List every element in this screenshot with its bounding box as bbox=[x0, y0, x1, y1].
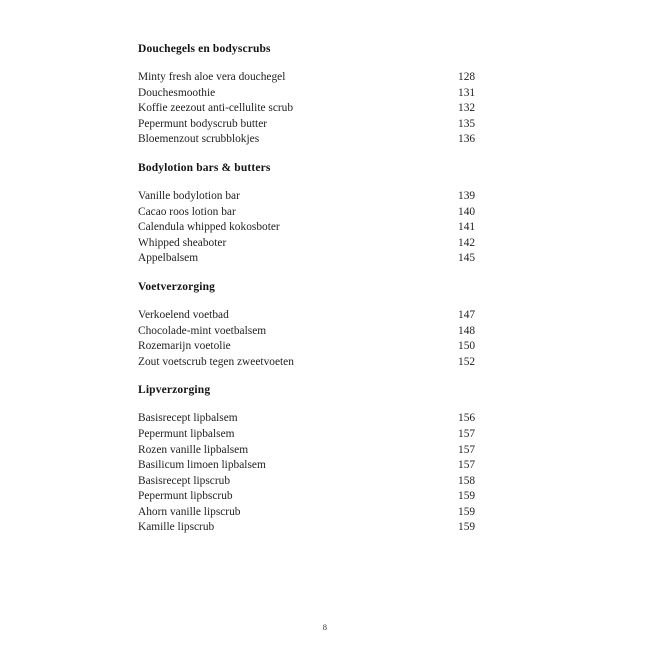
toc-section bbox=[138, 42, 498, 148]
toc-entry[interactable] bbox=[138, 308, 498, 324]
toc-entry[interactable] bbox=[138, 411, 498, 427]
toc-section bbox=[138, 161, 498, 267]
toc-entry[interactable] bbox=[138, 443, 498, 459]
toc-entry-page-number: 145 bbox=[458, 252, 476, 265]
toc-entry-title: Basisrecept lipscrub bbox=[138, 474, 231, 487]
toc-entry[interactable] bbox=[138, 339, 498, 355]
toc-entry-title: Zout voetscrub tegen zweetvoeten bbox=[138, 355, 294, 368]
toc-section-heading: Bodylotion bars & butters bbox=[138, 161, 271, 174]
toc-entry-title: Rozen vanille lipbalsem bbox=[138, 443, 249, 456]
toc-entry[interactable] bbox=[138, 251, 498, 267]
toc-entry-page-number: 150 bbox=[458, 340, 476, 353]
toc-entry-title: Koffie zeezout anti-cellulite scrub bbox=[138, 102, 294, 115]
toc-entry-list bbox=[138, 411, 498, 536]
toc-entry-title: Kamille lipscrub bbox=[138, 521, 215, 534]
toc-entry-title: Minty fresh aloe vera douchegel bbox=[138, 71, 286, 83]
toc-entry-title: Ahorn vanille lipscrub bbox=[138, 505, 241, 518]
toc-entry[interactable] bbox=[138, 86, 498, 102]
toc-entry-title: Verkoelend voetbad bbox=[138, 308, 229, 321]
toc-section-heading: Douchegels en bodyscrubs bbox=[138, 43, 271, 55]
toc-entry-title: Chocolade-mint voetbalsem bbox=[138, 324, 267, 337]
toc-entry-title: Douchesmoothie bbox=[138, 86, 216, 99]
toc-entry-page-number: 152 bbox=[458, 355, 476, 368]
toc-entry[interactable] bbox=[138, 489, 498, 505]
toc-entry[interactable] bbox=[138, 101, 498, 117]
toc-entry-page-number: 128 bbox=[458, 71, 476, 83]
toc-entry-title: Appelbalsem bbox=[138, 252, 199, 265]
toc-entry-page-number: 159 bbox=[458, 521, 476, 534]
toc-entry-page-number: 147 bbox=[458, 308, 476, 321]
toc-entry-list bbox=[138, 308, 498, 370]
toc-entry-list bbox=[138, 189, 498, 267]
toc-entry-title: Pepermunt bodyscrub butter bbox=[138, 117, 268, 130]
toc-entry-title: Pepermunt lipbalsem bbox=[138, 427, 235, 440]
toc-entry-title: Calendula whipped kokosboter bbox=[138, 221, 280, 234]
toc-entry-title: Whipped sheaboter bbox=[138, 236, 227, 249]
toc-entry[interactable] bbox=[138, 189, 498, 205]
toc-entry-page-number: 157 bbox=[458, 459, 476, 472]
toc-entry-page-number: 135 bbox=[458, 117, 476, 130]
toc-entry-title: Basisrecept lipbalsem bbox=[138, 412, 238, 425]
toc-entry-page-number: 158 bbox=[458, 474, 476, 487]
toc-entry-title: Vanille bodylotion bar bbox=[138, 189, 240, 202]
toc-entry[interactable] bbox=[138, 324, 498, 340]
table-of-contents bbox=[138, 42, 498, 548]
toc-entry-page-number: 136 bbox=[458, 133, 476, 146]
toc-entry-page-number: 157 bbox=[458, 427, 476, 440]
page-number: 8 bbox=[322, 622, 328, 632]
toc-entry[interactable] bbox=[138, 474, 498, 490]
toc-entry[interactable] bbox=[138, 458, 498, 474]
toc-entry-page-number: 131 bbox=[458, 86, 476, 99]
toc-entry-title: Pepermunt lipbscrub bbox=[138, 490, 233, 503]
toc-entry-page-number: 159 bbox=[458, 505, 476, 518]
toc-entry-page-number: 159 bbox=[458, 490, 476, 503]
toc-entry-page-number: 132 bbox=[458, 102, 476, 115]
toc-entry-title: Rozemarijn voetolie bbox=[138, 340, 231, 353]
toc-section bbox=[138, 383, 498, 536]
toc-entry[interactable] bbox=[138, 132, 498, 148]
toc-entry[interactable] bbox=[138, 70, 498, 86]
toc-section bbox=[138, 280, 498, 370]
toc-entry-page-number: 157 bbox=[458, 443, 476, 456]
toc-entry[interactable] bbox=[138, 520, 498, 536]
toc-entry-page-number: 156 bbox=[458, 412, 476, 425]
toc-entry[interactable] bbox=[138, 220, 498, 236]
toc-entry-page-number: 148 bbox=[458, 324, 476, 337]
toc-entry-page-number: 141 bbox=[458, 221, 476, 234]
toc-entry[interactable] bbox=[138, 236, 498, 252]
toc-section-heading: Voetverzorging bbox=[138, 280, 216, 293]
toc-entry[interactable] bbox=[138, 427, 498, 443]
toc-entry[interactable] bbox=[138, 505, 498, 521]
toc-entry[interactable] bbox=[138, 117, 498, 133]
toc-entry[interactable] bbox=[138, 355, 498, 371]
toc-entry[interactable] bbox=[138, 205, 498, 221]
toc-entry-page-number: 139 bbox=[458, 189, 476, 202]
toc-entry-page-number: 140 bbox=[458, 205, 476, 218]
toc-section-heading: Lipverzorging bbox=[138, 384, 211, 397]
toc-entry-title: Cacao roos lotion bar bbox=[138, 205, 236, 218]
toc-entry-page-number: 142 bbox=[458, 236, 476, 249]
toc-entry-list bbox=[138, 70, 498, 148]
toc-entry-title: Basilicum limoen lipbalsem bbox=[138, 459, 266, 472]
toc-entry-title: Bloemenzout scrubblokjes bbox=[138, 133, 260, 146]
